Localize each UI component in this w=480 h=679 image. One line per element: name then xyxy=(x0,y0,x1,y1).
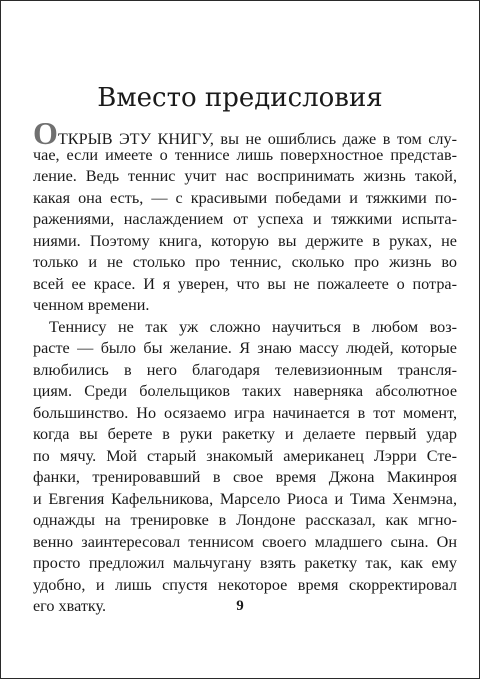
text-line: чае, если имеете о теннисе лишь поверхностное представ- xyxy=(33,145,457,164)
text-line: Теннису не так уж сложно научиться в любом воз- xyxy=(49,317,457,336)
text-line: венно заинтересовал теннисом своего младшего сына. Он xyxy=(33,532,457,551)
paragraph-1 xyxy=(33,115,457,317)
text-line: всей ее красе. И я уверен, что вы не пожалеете о потра- xyxy=(33,274,457,293)
paragraph-2 xyxy=(33,317,457,618)
chapter-body xyxy=(33,115,457,618)
text-line: фанки, тренировавший в свое время Джона Макинроя xyxy=(33,468,457,486)
text-line: однажды на тренировке в Лондоне рассказал, как мгно- xyxy=(33,511,457,529)
text-line: ражениями, наслаждением от успеха и тяжкими испыта- xyxy=(33,210,457,228)
text-line: ОТКРЫВ ЭТУ КНИГУ, вы не ошиблись даже в том слу- xyxy=(33,115,457,151)
text-line: только и не столько про теннис, сколько про жизнь во xyxy=(33,253,457,271)
text-line: и Евгения Кафельникова, Марсело Риоса и Тима Хенмэна, xyxy=(33,489,457,508)
chapter-title: Вместо предисловия xyxy=(97,83,383,113)
text-line: просто предложил мальчугану взять ракетку так, как ему xyxy=(33,554,457,572)
text-line: расте — было бы желание. Я знаю массу людей, которые xyxy=(33,339,457,357)
text-line: циям. Среди болельщиков таких наверняка абсолютное xyxy=(33,382,457,400)
text-line: большинство. Но осязаемо игра начинается в тот момент, xyxy=(33,403,457,422)
text-line: ление. Ведь теннис учит нас воспринимать жизнь такой, xyxy=(33,167,457,185)
text-line: удобно, и лишь спустя некоторое время скорректировал xyxy=(33,575,457,594)
text-line: ниями. Поэтому книга, которую вы держите в руках, не xyxy=(33,231,457,250)
text-line: его хватку. xyxy=(33,597,107,615)
text-line: какая она есть, — с красивыми победами и тяжкими по- xyxy=(33,188,457,207)
drop-cap: О xyxy=(33,115,58,151)
text-line: ченном времени. xyxy=(33,296,150,314)
text-line: влюбились в него благодаря телевизионным трансля- xyxy=(33,360,457,379)
page-number: 9 xyxy=(236,598,244,614)
text-line: когда вы берете в руки ракетку и делаете первый удар xyxy=(33,425,457,443)
text-line: по мячу. Мой старый знакомый американец Лэрри Сте- xyxy=(33,446,457,465)
